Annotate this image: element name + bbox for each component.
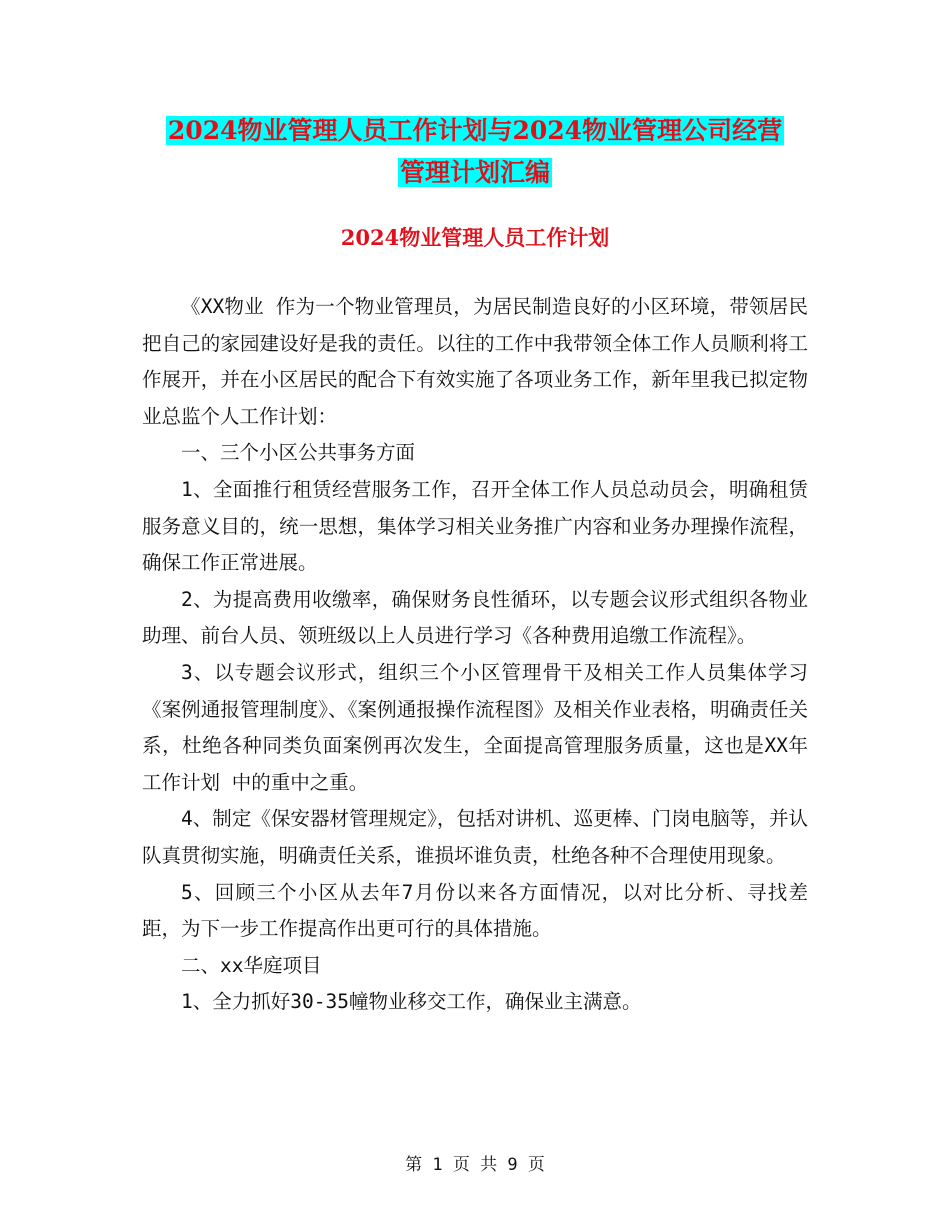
section-subtitle: 2024物业管理人员工作计划: [340, 225, 610, 250]
paragraph-project-item-1: 1、全力抓好30-35幢物业移交工作，确保业主满意。: [181, 990, 642, 1014]
paragraph-intro: 《XX物业 作为一个物业管理员，为居民制造良好的小区环境，带领居民把自己的家园建设好是我的责任。以往的工作中我带领全体工作人员顺利将工作展开，并在小区居民的配合下有效实施了各项业务工作，新年里我已拟定物业总监个人工作计划：: [142, 295, 808, 428]
document-body: [142, 289, 808, 1021]
heading-project: 二、xx华庭项目: [181, 953, 322, 977]
heading-public-affairs: 一、三个小区公共事务方面: [181, 441, 416, 465]
paragraph-item-1: 1、全面推行租赁经营服务工作，召开全体工作人员总动员会，明确租赁服务意义目的，统一思想，集体学习相关业务推广内容和业务办理操作流程，确保工作正常进展。: [142, 477, 808, 575]
paragraph-item-3: 3、以专题会议形式，组织三个小区管理骨干及相关工作人员集体学习《案例通报管理制度》、《案例通报操作流程图》及相关作业表格，明确责任关系，杜绝各种同类负面案例再次发生，全面提高管理服务质量，这也是XX年 工作计划 中的重中之重。: [142, 660, 808, 794]
paragraph-item-4: 4、制定《保安器材管理规定》，包括对讲机、巡更棒、门岗电脑等，并认队真贯彻实施，明确责任关系，谁损坏谁负责，杜绝各种不合理使用现象。: [142, 807, 808, 867]
page-footer: 第 1 页 共 9 页: [405, 1155, 545, 1175]
paragraph-item-2: 2、为提高费用收缴率，确保财务良性循环，以专题会议形式组织各物业助理、前台人员、领班级以上人员进行学习《各种费用追缴工作流程》。: [142, 587, 808, 648]
document-title-line-1: 2024物业管理人员工作计划与2024物业管理公司经营: [167, 116, 783, 145]
paragraph-item-5: 5、回顾三个小区从去年7月份以来各方面情况，以对比分析、寻找差距，为下一步工作提高作出更可行的具体措施。: [142, 880, 808, 941]
document-title-line-2: 管理计划汇编: [399, 158, 550, 187]
